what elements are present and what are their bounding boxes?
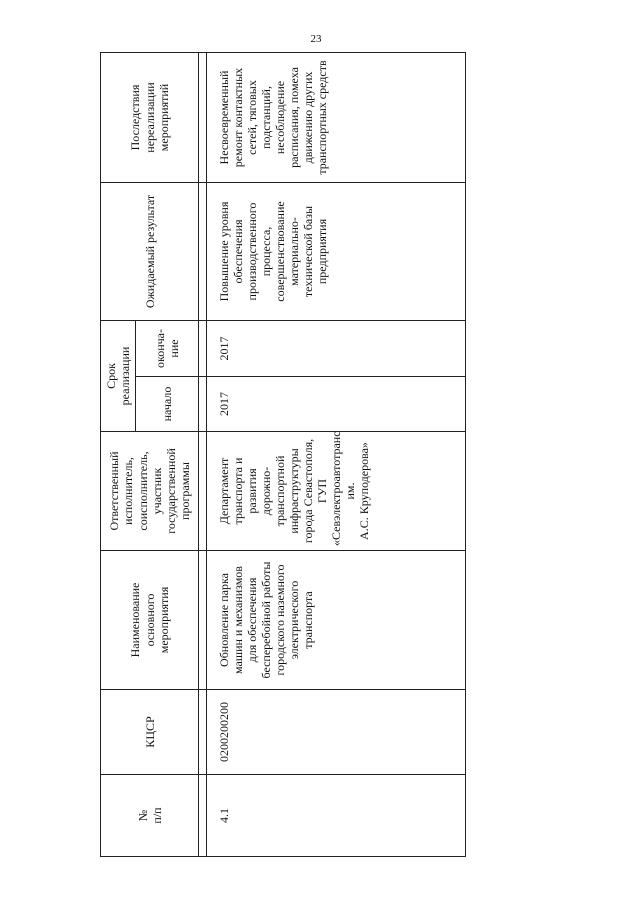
- cell-end: 2017: [207, 321, 466, 377]
- cell-executor: Департамент транспорта и развития дорожно- транспортной инфраструктуры города Севастополя, ГУП «Севэлектроавтотранс им. А.С. Круподерова»: [207, 432, 466, 551]
- spacer-row: [199, 53, 207, 857]
- spacer-cell: [199, 377, 207, 432]
- spacer-cell: [199, 183, 207, 321]
- spacer-cell: [199, 551, 207, 690]
- header-period: Срок реализации: [101, 321, 136, 432]
- header-result: Ожидаемый результат: [101, 183, 199, 321]
- rotated-table-frame: [100, 53, 466, 857]
- header-start: начало: [136, 377, 199, 432]
- header-kcsr: КЦСР: [101, 690, 199, 775]
- cell-kcsr: 0200200200: [207, 690, 466, 775]
- spacer-cell: [199, 432, 207, 551]
- cell-consequences: Несвоевременный ремонт контактных сетей, тяговых подстанций, несоблюдение расписания, помеха движению других транспортных средств: [207, 53, 466, 183]
- cell-result: Повышение уровня обеспечения производственного процесса, совершенствование материально- технической базы предприятия: [207, 183, 466, 321]
- measures-table: [100, 52, 466, 857]
- header-consequences: Последствия нереализации мероприятий: [101, 53, 199, 183]
- header-executor: Ответственный исполнитель, соисполнитель, участник государственной программы: [101, 432, 199, 551]
- page-number: 23: [310, 33, 322, 45]
- spacer-cell: [199, 53, 207, 183]
- cell-start: 2017: [207, 377, 466, 432]
- header-num: № п/п: [101, 775, 199, 857]
- spacer-cell: [199, 690, 207, 775]
- cell-name: Обновление парка машин и механизмов для обеспечения бесперебойной работы городского наземного электрического транспорта: [207, 551, 466, 690]
- cell-num: 4.1: [207, 775, 466, 857]
- spacer-cell: [199, 321, 207, 377]
- table-row: [207, 53, 466, 857]
- spacer-cell: [199, 775, 207, 857]
- header-row: [101, 53, 136, 857]
- measures-table-container: [100, 53, 466, 857]
- header-name: Наименование основного мероприятия: [101, 551, 199, 690]
- header-end: оконча- ние: [136, 321, 199, 377]
